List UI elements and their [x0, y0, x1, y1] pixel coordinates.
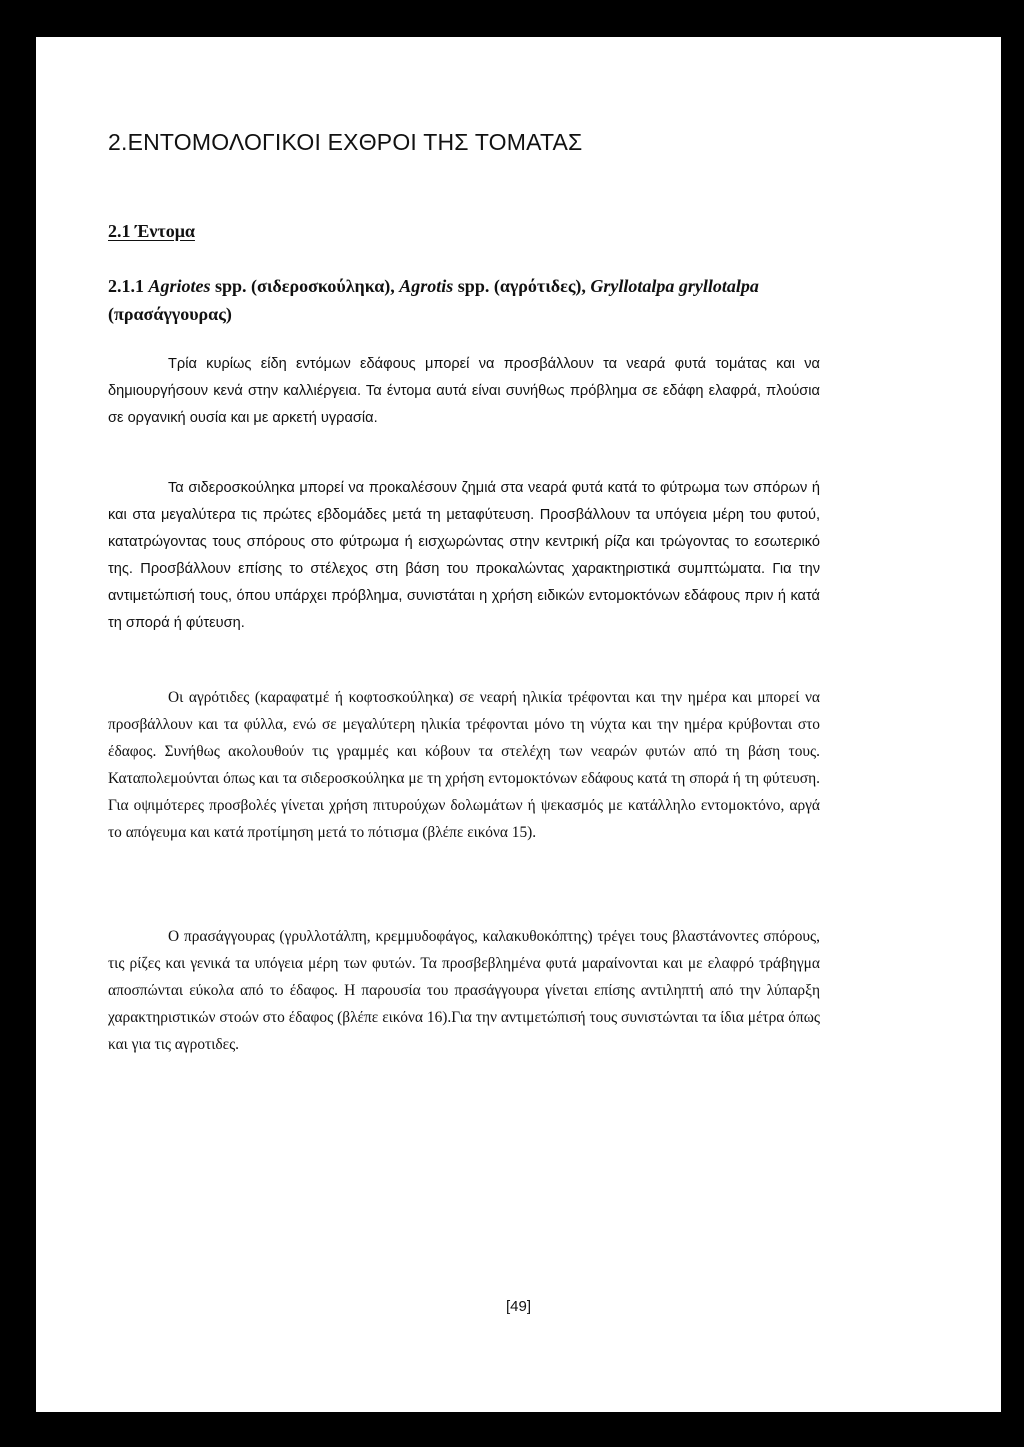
spp-agrotis: spp. [457, 276, 490, 296]
document-page [36, 37, 1001, 1412]
section-title: 2.1 Έντομα [108, 221, 195, 241]
common-name-gryllotalpa: (πρασάγγουρας) [108, 304, 232, 324]
subsection-number: 2.1.1 [108, 276, 144, 296]
subsection-title [108, 272, 858, 328]
page-number: [49] [505, 1298, 532, 1315]
paragraph-wireworms: Τα σιδεροσκούληκα μπορεί να προκαλέσουν ζημιά στα νεαρά φυτά κατά το φύτρωμα των σπόρων ή και στα μεγαλύτερα τις πρώτες εβδομάδες μετά τη μεταφύτευση. Προσβάλλουν τα υπόγεια μέρη του φυτού, κατατρώγοντας τους σπόρους στο φύτρωμα ή εισχωρώντας στην κεντρική ρίζα και τρώγοντας το εσωτερικό της. Προσβάλλουν επίσης το στέλεχος στη βάση του προκαλώντας χαρακτηριστικά συμπτώματα. Για την αντιμετώπισή τους, όπου υπάρχει πρόβλημα, συνιστάται η χρήση ειδικών εντομοκτόνων εδάφους πριν ή κατά τη σπορά ή φύτευση. [108, 480, 820, 631]
paragraph-intro: Τρία κυρίως είδη εντόμων εδάφους μπορεί να προσβάλλουν τα νεαρά φυτά τομάτας και να δημιουργήσουν κενά στην καλλιέργεια. Τα έντομα αυτά είναι συνήθως πρόβλημα σε εδάφη ελαφρά, πλούσια σε οργανική ουσία και με αρκετή υγρασία. [108, 356, 820, 426]
paragraph-mole-cricket: Ο πρασάγγουρας (γρυλλοτάλπη, κρεμμυδοφάγος, καλακυθοκόπτης) τρέγει τους βλαστάνοντες σπόρους, τις ρίζες και γενικά τα υπόγεια μέρη των φυτών. Τα προσβεβλημένα φυτά μαραίνονται και με ελαφρό τράβηγμα αποσπώνται εύκολα από το έδαφος. Η παρουσία του πρασάγγουρα γίνεται επίσης αντιληπτή από την λύπαρξη χαρακτηριστικών στοών στο έδαφος (βλέπε εικόνα 16).Για την αντιμετώπισή τους συνιστώνται τα ίδια μέτρα όπως και για τις αγροτιδες. [108, 928, 820, 1053]
spp-agriotes: spp. [215, 276, 247, 296]
common-name-agriotes: (σιδεροσκούληκα), [251, 276, 395, 296]
genus-gryllotalpa: Gryllotalpa gryllotalpa [590, 276, 759, 296]
paragraph-cutworms: Οι αγρότιδες (καραφατμέ ή κοφτοσκούληκα) σε νεαρή ηλικία τρέφονται και την ημέρα και μπορεί να προσβάλλουν και τα φύλλα, ενώ σε μεγαλύτερη ηλικία τρέφονται μόνο τη νύχτα και την ημέρα κρύβονται στο έδαφος. Συνήθως ακολουθούν τις γραμμές και κόβουν τα στελέχη των νεαρών φυτών από τη βάση τους. Καταπολεμούνται όπως και τα σιδεροσκούληκα με τη χρήση εντομοκτόνων εδάφους κατά τη σπορά ή τη φύτευση. Για οψιμότερες προσβολές γίνεται χρήση πιτυρούχων δολωμάτων ή ψεκασμός με κατάλληλο εντομοκτόνο, αργά το απόγευμα και κατά προτίμηση μετά το πότισμα (βλέπε εικόνα 15). [108, 689, 820, 841]
chapter-title: 2.ΕΝΤΟΜΟΛΟΓΙΚΟΙ ΕΧΘΡΟΙ ΤΗΣ ΤΟΜΑΤΑΣ [108, 129, 583, 155]
common-name-agrotis: (αγρότιδες), [493, 276, 586, 296]
genus-agrotis: Agrotis [399, 276, 454, 296]
genus-agriotes: Agriotes [148, 276, 211, 296]
